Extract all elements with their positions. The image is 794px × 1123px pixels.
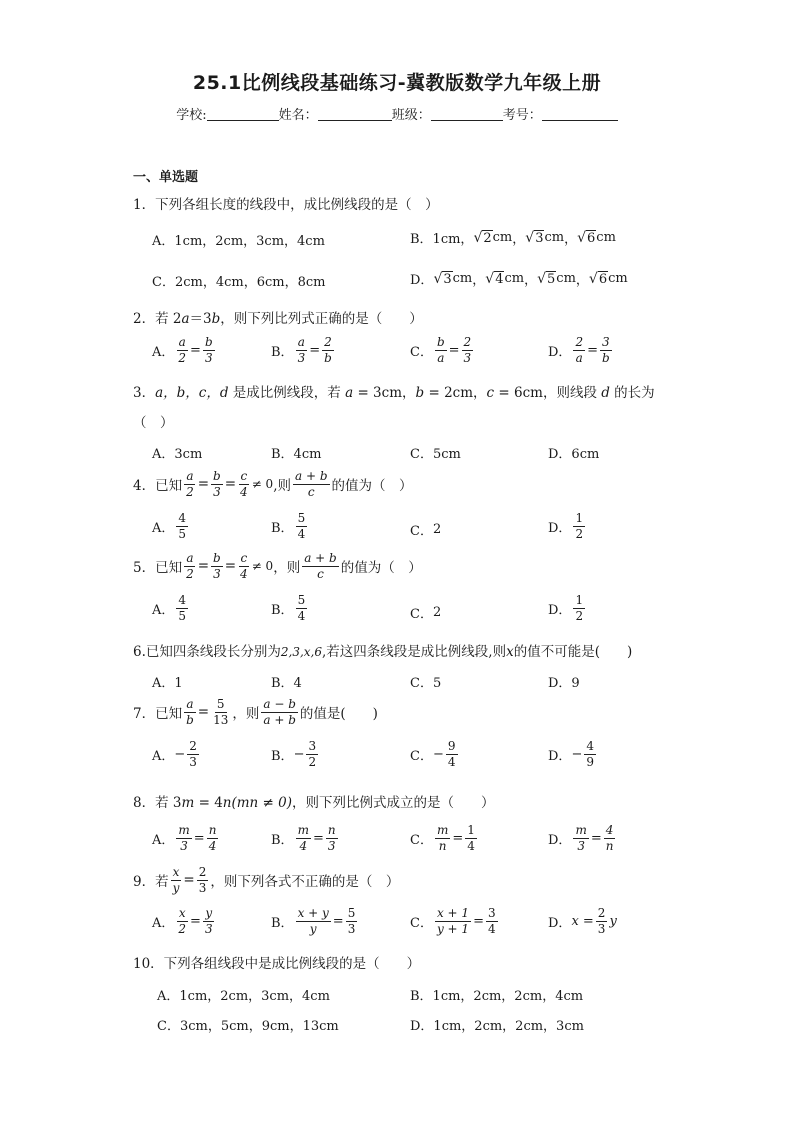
sqrt-6: √6	[588, 270, 608, 287]
sqrt-3: √3	[433, 270, 452, 287]
q2-option-d[interactable]: D． $\frac{2}{a}$ = $\frac{3}{b}$	[548, 335, 610, 365]
question-7-stem: 7．已知 $\frac{a}{b}$ = $\frac{5}{13}$ ，则 $\frac{a - b}{a + b}$ 的值是( )	[133, 697, 378, 727]
sqrt-2: √2	[473, 229, 492, 246]
sqrt-6: √6	[577, 229, 596, 246]
q9-option-c[interactable]: C． $\frac{x + 1}{y + 1}$ = $\frac{3}{4}$	[410, 906, 496, 936]
q7-option-c[interactable]: C． − $\frac{9}{4}$	[410, 739, 456, 769]
class-blank[interactable]	[431, 108, 503, 121]
sqrt-3: √3	[525, 229, 544, 246]
q7-option-b[interactable]: B． − $\frac{3}{2}$	[271, 739, 317, 769]
q6-option-b[interactable]: B．4	[271, 676, 302, 691]
question-3-stem: 3．a，b，c，d 是成比例线段，若 a = 3cm，b = 2cm，c = 6cm，则线段 d 的长为	[133, 385, 655, 401]
q2-option-b[interactable]: B． $\frac{a}{3}$ = $\frac{2}{b}$	[271, 335, 332, 365]
q4-option-a[interactable]: A． $\frac{4}{5}$	[152, 511, 187, 541]
q1-option-d[interactable]: D． √3 cm ， √4 cm ， √5 cm ， √6 cm	[410, 270, 628, 288]
sqrt-5: √5	[537, 270, 556, 287]
q5-option-a[interactable]: A． $\frac{4}{5}$	[152, 593, 187, 623]
question-5-stem: 5．已知 $\frac{a}{2}$ = $\frac{b}{3}$ = $\frac{c}{4}$ ≠ 0 ，则 $\frac{a + b}{c}$ 的值为（ ）	[133, 551, 422, 581]
q3-option-a[interactable]: A．3cm	[152, 447, 203, 462]
q7-option-d[interactable]: D． − $\frac{4}{9}$	[548, 739, 594, 769]
class-label: 班级：	[391, 108, 431, 123]
q6-option-c[interactable]: C．5	[410, 676, 442, 691]
question-6-stem: 6.已知四条线段长分别为2,3,x,6,若这四条线段是成比例线段,则x的值不可能是( )	[133, 644, 633, 660]
q8-option-a[interactable]: A． $\frac{m}{3}$ = $\frac{n}{4}$	[152, 823, 217, 853]
sqrt-4: √4	[485, 270, 504, 287]
q10-option-d[interactable]: D．1cm，2cm，2cm，3cm	[410, 1019, 584, 1034]
q6-option-a[interactable]: A．1	[152, 676, 183, 691]
q8-option-b[interactable]: B． $\frac{m}{4}$ = $\frac{n}{3}$	[271, 823, 336, 853]
page-title: 25.1比例线段基础练习-冀教版数学九年级上册	[192, 72, 602, 94]
q4-option-c[interactable]: C． 2	[410, 522, 442, 539]
q4-option-d[interactable]: D． $\frac{1}{2}$	[548, 511, 584, 541]
q9-option-a[interactable]: A． $\frac{x}{2}$ = $\frac{y}{3}$	[152, 906, 213, 936]
q6-option-d[interactable]: D．9	[548, 676, 580, 691]
question-9-stem: 9．若 $\frac{x}{y}$ = $\frac{2}{3}$ ，则下列各式不正确的是（ ）	[133, 865, 400, 895]
q1-option-c[interactable]: C．2cm，4cm，6cm，8cm	[152, 275, 326, 290]
q2-option-c[interactable]: C． $\frac{b}{a}$ = $\frac{2}{3}$	[410, 335, 472, 365]
question-3-paren: （ ）	[133, 415, 174, 431]
exam-blank[interactable]	[542, 108, 618, 121]
q10-option-b[interactable]: B．1cm，2cm，2cm，4cm	[410, 989, 584, 1004]
q3-option-d[interactable]: D．6cm	[548, 447, 600, 462]
school-label: 学校:	[176, 108, 207, 123]
name-label: 姓名：	[278, 108, 318, 123]
q3-option-c[interactable]: C．5cm	[410, 447, 461, 462]
q10-option-c[interactable]: C．3cm，5cm，9cm，13cm	[157, 1019, 339, 1034]
q10-option-a[interactable]: A．1cm，2cm，3cm，4cm	[157, 989, 330, 1004]
student-info-line	[0, 104, 794, 123]
q8-option-d[interactable]: D． $\frac{m}{3}$ = $\frac{4}{n}$	[548, 823, 614, 853]
q5-option-b[interactable]: B． $\frac{5}{4}$	[271, 593, 306, 623]
name-blank[interactable]	[318, 108, 392, 121]
q1-option-a[interactable]: A．1cm，2cm，3cm，4cm	[152, 234, 325, 249]
q3-option-b[interactable]: B．4cm	[271, 447, 322, 462]
exam-label: 考号：	[502, 108, 542, 123]
question-2-stem: 2．若 2a＝3b，则下列比列式正确的是（ ）	[133, 311, 423, 327]
q5-option-c[interactable]: C． 2	[410, 605, 442, 622]
question-8-stem: 8．若 3m = 4n(mn ≠ 0)，则下列比例式成立的是（ ）	[133, 795, 495, 811]
q9-option-b[interactable]: B． $\frac{x + y}{y}$ = $\frac{5}{3}$	[271, 906, 356, 936]
school-blank[interactable]	[207, 108, 279, 121]
q4-option-b[interactable]: B． $\frac{5}{4}$	[271, 511, 306, 541]
question-4-stem: 4．已知 $\frac{a}{2}$ = $\frac{b}{3}$ = $\frac{c}{4}$ ≠ 0 ,则 $\frac{a + b}{c}$ 的值为（ ）	[133, 469, 413, 499]
q2-option-a[interactable]: A． $\frac{a}{2}$ = $\frac{b}{3}$	[152, 335, 213, 365]
question-10-stem: 10．下列各组线段中是成比例线段的是（ ）	[133, 956, 421, 972]
q8-option-c[interactable]: C． $\frac{m}{n}$ = $\frac{1}{4}$	[410, 823, 475, 853]
q5-option-d[interactable]: D． $\frac{1}{2}$	[548, 593, 584, 623]
question-1-stem: 1．下列各组长度的线段中，成比例线段的是（ ）	[133, 197, 439, 213]
q7-option-a[interactable]: A． − $\frac{2}{3}$	[152, 739, 197, 769]
section-heading: 一、单选题	[133, 170, 199, 185]
q1-option-b[interactable]: B．1cm， √2 cm ， √3 cm ， √6 cm	[410, 229, 616, 247]
q9-option-d[interactable]: D． x = $\frac{2}{3}$ y	[548, 906, 617, 936]
